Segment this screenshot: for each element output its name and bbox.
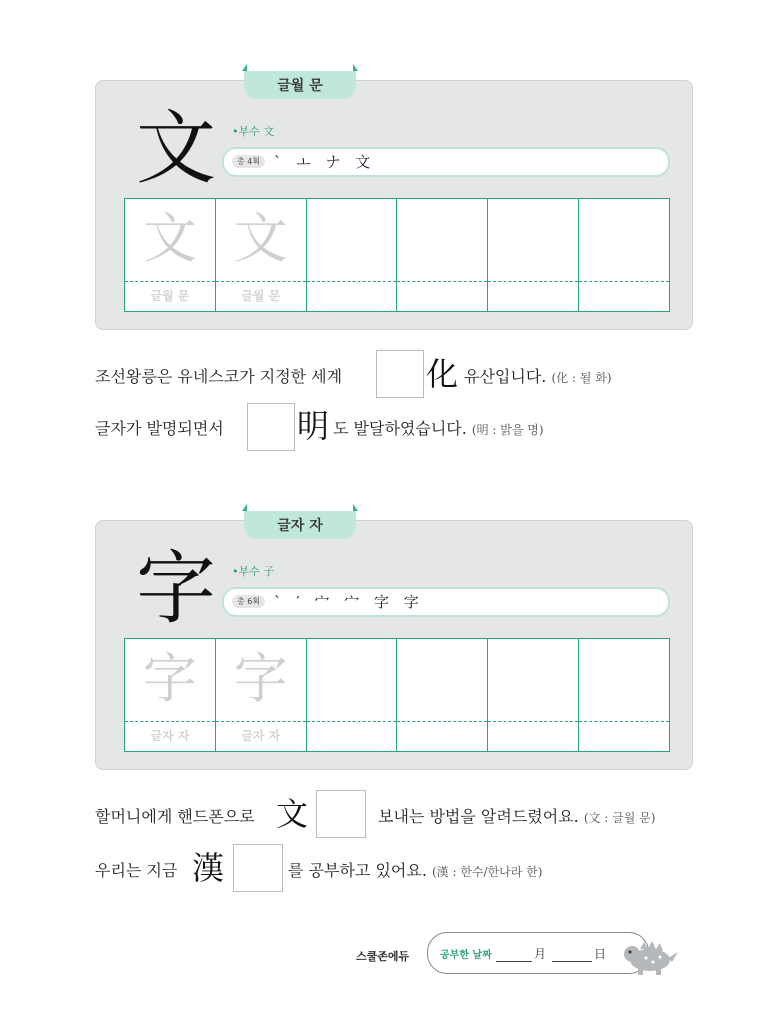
writing-grid-1 <box>124 198 670 312</box>
trace-reading: 글자 자 <box>241 729 281 743</box>
trace-reading: 글자 자 <box>150 729 190 743</box>
guide-line <box>579 281 669 282</box>
stroke-sequence: ` ′ 宀 宀 字 字 <box>274 593 424 611</box>
practice-cell[interactable] <box>579 639 669 751</box>
sentence-hint: (文 : 글월 문) <box>583 811 656 825</box>
guide-line <box>397 281 487 282</box>
tab-label: 글월 문 <box>244 71 356 99</box>
study-date-box <box>427 932 649 974</box>
sentence-before: 우리는 지금 <box>95 861 178 880</box>
trace-cell[interactable] <box>216 199 307 311</box>
sentence-after: 보내는 방법을 알려드렸어요. <box>378 807 579 826</box>
sentence-after: 를 공부하고 있어요. <box>288 861 427 880</box>
sentence-hint: (化 : 될 화) <box>551 371 612 385</box>
guide-line <box>125 721 215 722</box>
trace-cell[interactable] <box>125 199 216 311</box>
guide-line <box>488 721 578 722</box>
answer-box[interactable] <box>247 403 295 451</box>
trace-reading: 글월 문 <box>241 289 281 303</box>
guide-line <box>397 721 487 722</box>
sentence-before: 조선왕릉은 유네스코가 지정한 세계 <box>95 367 343 386</box>
guide-line <box>216 721 306 722</box>
sentence-hint: (漢 : 한수/한나라 한) <box>432 865 543 879</box>
guide-line <box>125 281 215 282</box>
practice-cell[interactable] <box>488 199 579 311</box>
radical-label: •부수 子 <box>232 565 275 578</box>
stroke-order-bar <box>222 587 670 617</box>
guide-line <box>579 721 669 722</box>
trace-character: 文 <box>233 207 288 270</box>
brand-logo-text: 스쿨존에듀 <box>356 950 410 963</box>
trace-character: 文 <box>142 207 197 270</box>
guide-line <box>307 721 397 722</box>
tab-label: 글자 자 <box>244 511 356 539</box>
sentence-after: 도 발달하였습니다. <box>333 419 467 438</box>
month-unit: 月 <box>534 947 547 961</box>
practice-cell[interactable] <box>397 199 488 311</box>
practice-cell[interactable] <box>397 639 488 751</box>
sentence-1 <box>95 364 342 387</box>
date-label: 공부한 날짜 <box>440 950 492 961</box>
sentence-2 <box>95 416 224 439</box>
sentence-1-rest <box>464 364 612 387</box>
sentence-hanja: 明 <box>297 407 330 445</box>
practice-cell[interactable] <box>488 639 579 751</box>
practice-cell[interactable] <box>579 199 669 311</box>
answer-box[interactable] <box>376 350 424 398</box>
day-unit: 日 <box>594 947 607 961</box>
brand-logo <box>356 948 409 964</box>
sentence-before: 할머니에게 핸드폰으로 <box>95 807 255 826</box>
main-character: 字 <box>136 542 216 635</box>
month-blank[interactable] <box>496 961 532 962</box>
stroke-order-bar <box>222 147 670 177</box>
guide-line <box>488 281 578 282</box>
sentence-hanja: 化 <box>426 355 459 393</box>
radical-label: •부수 文 <box>232 125 275 138</box>
stroke-sequence: ` ㅗ ナ 文 <box>274 153 376 171</box>
practice-cell[interactable] <box>307 639 398 751</box>
practice-cell[interactable] <box>307 199 398 311</box>
main-character: 文 <box>136 102 216 195</box>
sentence-before: 글자가 발명되면서 <box>95 419 224 438</box>
sentence-3 <box>95 804 255 827</box>
stroke-count: 총 6획 <box>232 595 265 608</box>
sentence-4-rest <box>288 858 542 881</box>
answer-box[interactable] <box>233 844 283 892</box>
sentence-3-rest <box>378 804 655 827</box>
stroke-count: 총 4획 <box>232 155 265 168</box>
trace-cell[interactable] <box>216 639 307 751</box>
trace-character: 字 <box>142 647 197 710</box>
answer-box[interactable] <box>316 790 366 838</box>
dinosaur-icon <box>620 936 678 976</box>
guide-line <box>307 281 397 282</box>
writing-grid-2 <box>124 638 670 752</box>
sentence-hanja: 文 <box>276 795 309 833</box>
sentence-2-rest <box>333 416 544 439</box>
trace-character: 字 <box>233 647 288 710</box>
day-blank[interactable] <box>552 961 592 962</box>
trace-cell[interactable] <box>125 639 216 751</box>
sentence-hanja: 漢 <box>192 849 225 887</box>
sentence-hint: (明 : 밝을 명) <box>471 423 544 437</box>
sentence-after: 유산입니다. <box>464 367 547 386</box>
guide-line <box>216 281 306 282</box>
trace-reading: 글월 문 <box>150 289 190 303</box>
sentence-4 <box>95 858 177 881</box>
